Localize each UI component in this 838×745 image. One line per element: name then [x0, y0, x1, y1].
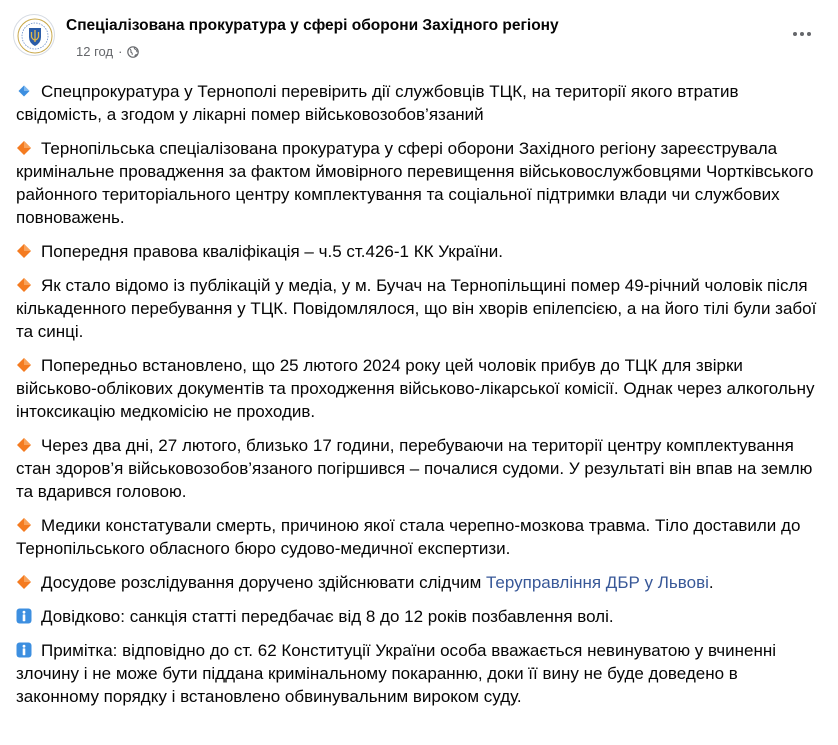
- post-paragraph: [16, 137, 824, 229]
- large-orange-diamond-icon: [16, 139, 32, 155]
- paragraph-text: Як стало відомо із публікацій у медіа, у м. Бучач на Тернопільщині помер 49-річний чоловік після кількаденного перебування у ТЦК. Повідомлялося, що він хворів епілепсією, а на його тілі були забої та синці.: [16, 276, 817, 341]
- large-orange-diamond-icon: [16, 436, 32, 452]
- paragraph-text: Довідково: санкція статті передбачає від 8 до 12 років позбавлення волі.: [41, 607, 614, 626]
- post-paragraph: [16, 514, 824, 560]
- paragraph-text-end: .: [708, 573, 714, 592]
- more-options-button[interactable]: [788, 20, 816, 48]
- post-meta: [76, 44, 139, 59]
- prosecutor-emblem-icon: [14, 15, 56, 57]
- post-paragraph: [16, 571, 824, 594]
- paragraph-text: Примітка: відповідно до ст. 62 Конституції України особа вважається невинуватою у вчиненні злочину і не може бути піддана кримінальному покаранню, доки її вину не буде доведено в законному порядку і встановлено обвинувальним вироком суду.: [16, 641, 777, 706]
- paragraph-text: Через два дні, 27 лютого, близько 17 години, перебуваючи на території центру комплектування стан здоров’я військовозобов’язаного погіршився – почалися судоми. У результаті він впав на землю та вдарився головою.: [16, 436, 813, 501]
- post-header: [0, 0, 838, 70]
- post-paragraph: [16, 240, 824, 263]
- paragraph-text: Досудове розслідування доручено здійснювати слідчим: [41, 573, 486, 592]
- large-orange-diamond-icon: [16, 276, 32, 292]
- page-name[interactable]: Спеціалізована прокуратура у сфері оборони Західного регіону: [66, 17, 559, 34]
- dbr-lviv-page-link[interactable]: Теруправління ДБР у Львові: [486, 573, 709, 592]
- globe-icon: [127, 46, 139, 58]
- large-orange-diamond-icon: [16, 573, 32, 589]
- post-paragraph: [16, 80, 824, 126]
- information-icon: [16, 607, 32, 623]
- paragraph-text: Попередньо встановлено, що 25 лютого 2024 року цей чоловік прибув до ТЦК для звірки військово-облікових документів та проходження військово-лікарської комісії. Однак через алкогольну інтоксикацію медкомісію не проходив.: [16, 356, 815, 421]
- small-blue-diamond-icon: [16, 82, 32, 98]
- meta-separator: ·: [118, 44, 123, 59]
- large-orange-diamond-icon: [16, 516, 32, 532]
- post-paragraph: [16, 354, 824, 423]
- large-orange-diamond-icon: [16, 242, 32, 258]
- paragraph-text: Попередня правова кваліфікація – ч.5 ст.426-1 КК України.: [41, 242, 503, 261]
- information-icon: [16, 641, 32, 657]
- more-horizontal-icon: [793, 32, 797, 36]
- post-paragraph: [16, 639, 824, 708]
- post-paragraph: [16, 274, 824, 343]
- paragraph-text: Спецпрокуратура у Тернополі перевірить дії службовців ТЦК, на території якого втратив свідомість, а згодом у лікарні помер військовозобов’язаний: [16, 82, 739, 124]
- post-timestamp[interactable]: 12 год: [76, 44, 114, 59]
- large-orange-diamond-icon: [16, 356, 32, 372]
- post-text: [16, 80, 824, 719]
- paragraph-text: Медики констатували смерть, причиною якої стала черепно-мозкова травма. Тіло доставили до Тернопільського обласного бюро судово-медичної експертизи.: [16, 516, 801, 558]
- post-paragraph: [16, 605, 824, 628]
- paragraph-text: Тернопільська спеціалізована прокуратура у сфері оборони Західного регіону зареєструвала кримінальне провадження за фактом ймовірного перевищення військовослужбовцями Чортківського районного територіального центру комплектування та соціальної підтримки влади чи службових повноважень.: [16, 139, 814, 227]
- post-paragraph: [16, 434, 824, 503]
- page-avatar[interactable]: [13, 14, 55, 56]
